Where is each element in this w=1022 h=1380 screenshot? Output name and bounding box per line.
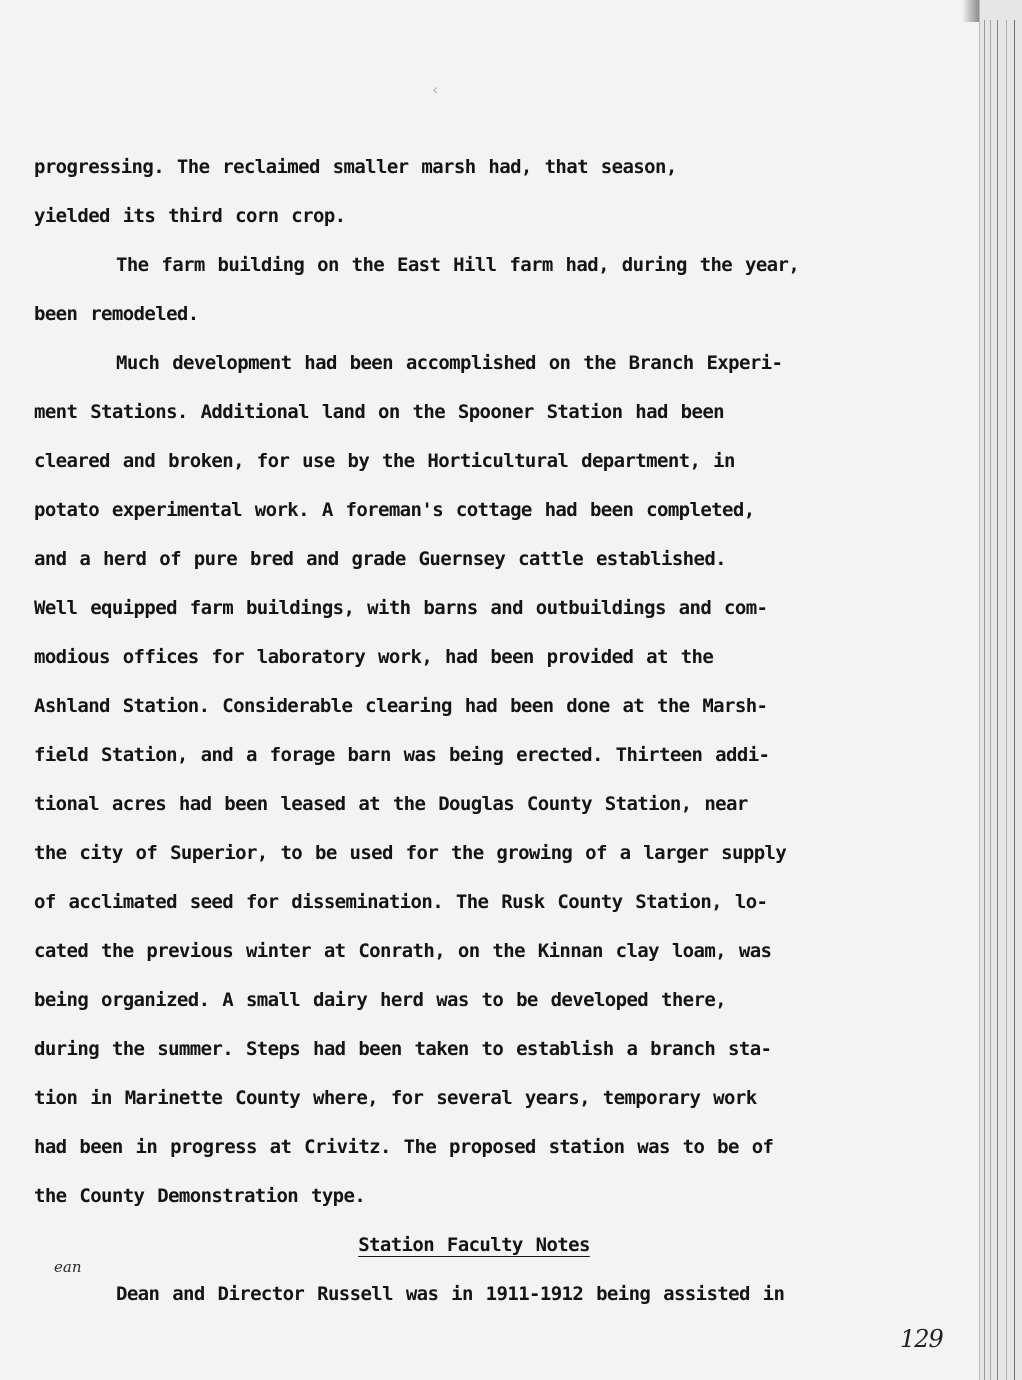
paragraph-container	[34, 143, 914, 1221]
section-heading-row	[34, 1221, 914, 1270]
text-line: the County Demonstration type.	[34, 1185, 366, 1207]
binding-line	[1006, 20, 1007, 1380]
text-line: potato experimental work. A foreman's cottage had been completed,	[34, 499, 755, 521]
binding-line	[997, 20, 998, 1380]
text-line: field Station, and a forage barn was being erected. Thirteen addi-	[34, 744, 770, 766]
text-line: cleared and broken, for use by the Horticultural department, in	[34, 450, 735, 472]
handwritten-correction: ean	[54, 1258, 82, 1276]
stray-mark: ‹	[432, 80, 439, 99]
text-line: Ashland Station. Considerable clearing had been done at the Marsh-	[34, 695, 768, 717]
text-line: being organized. A small dairy herd was to be developed there,	[34, 989, 727, 1011]
text-line: Much development had been accomplished on the Branch Experi-	[116, 352, 783, 374]
text-line: of acclimated seed for dissemination. The Rusk County Station, lo-	[34, 891, 768, 913]
section-heading: Station Faculty Notes	[358, 1234, 590, 1256]
body-text	[34, 143, 914, 1319]
binding-line	[990, 20, 991, 1380]
text-line: ment Stations. Additional land on the Spooner Station had been	[34, 401, 725, 423]
text-line: yielded its third corn crop.	[34, 205, 346, 227]
text-line: Well equipped farm buildings, with barns and outbuildings and com-	[34, 597, 768, 619]
text-line: had been in progress at Crivitz. The proposed station was to be of	[34, 1136, 774, 1158]
text-line: tion in Marinette County where, for several years, temporary work	[34, 1087, 757, 1109]
binding-line	[984, 20, 985, 1380]
paragraph	[34, 241, 914, 339]
paragraph	[34, 143, 914, 241]
text-line: The farm building on the East Hill farm had, during the year,	[116, 254, 800, 276]
text-line: cated the previous winter at Conrath, on the Kinnan clay loam, was	[34, 940, 772, 962]
text-line: the city of Superior, to be used for the growing of a larger supply	[34, 842, 787, 864]
text-line: during the summer. Steps had been taken to establish a branch sta-	[34, 1038, 772, 1060]
text-line: modious offices for laboratory work, had been provided at the	[34, 646, 714, 668]
binding-line	[1014, 20, 1015, 1380]
page-number: 129	[900, 1325, 943, 1353]
text-line: and a herd of pure bred and grade Guernsey cattle established.	[34, 548, 727, 570]
text-line: been remodeled.	[34, 303, 199, 325]
binding-edge	[979, 0, 1022, 1380]
text-line: tional acres had been leased at the Douglas County Station, near	[34, 793, 748, 815]
closing-line: Dean and Director Russell was in 1911-1912 being assisted in	[116, 1283, 785, 1305]
text-line: progressing. The reclaimed smaller marsh had, that season,	[34, 156, 677, 178]
paragraph	[34, 339, 914, 1221]
